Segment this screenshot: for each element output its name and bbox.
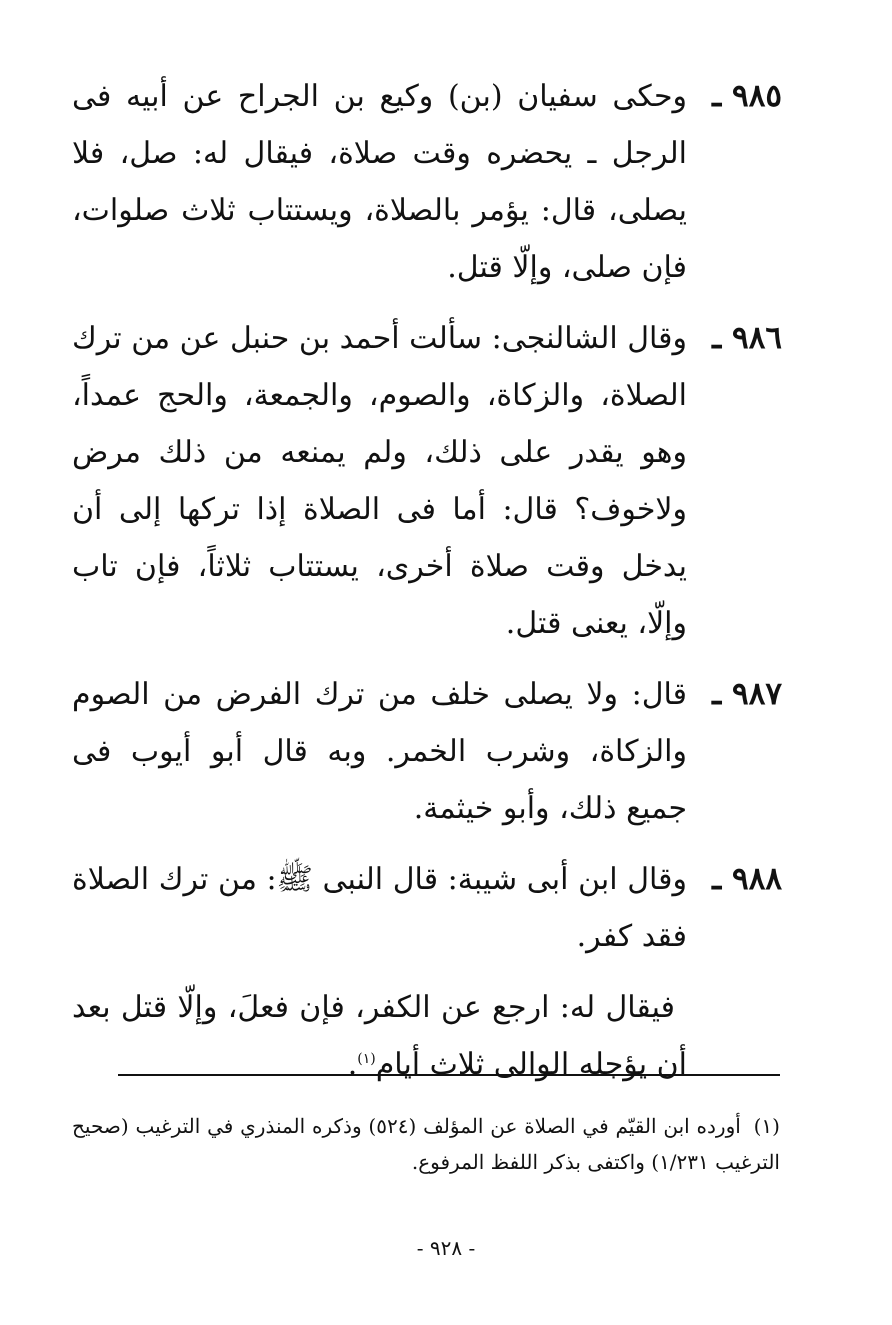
- page-number: - ٩٢٨ -: [416, 1236, 476, 1260]
- continuation-end: .: [347, 1047, 358, 1082]
- footnote-reference[interactable]: (١): [357, 1051, 376, 1067]
- entry-text: وحكى سفيان (بن) وكيع بن الجراح عن أبيه فى الرجل ـ يحضره وقت صلاة، فيقال له: صل، فلا يصلى، قال: يؤمر بالصلاة، ويستتاب ثلاث صلوات، فإن صلى، وإلّا قتل.: [72, 79, 687, 285]
- footnotes: [72, 1108, 780, 1180]
- entry-985: [72, 68, 782, 296]
- entry-text: قال: ولا يصلى خلف من ترك الفرض من الصوم والزكاة، وشرب الخمر. وبه قال أبو أيوب فى جميع ذلك، وأبو خيثمة.: [72, 677, 687, 826]
- entries-list: [72, 68, 782, 1093]
- entry-number: ٩٨٥ ـ: [712, 78, 782, 114]
- entry-988: [72, 851, 782, 965]
- entry-text: وقال الشالنجى: سألت أحمد بن حنبل عن من ترك الصلاة، والزكاة، والصوم، والجمعة، والحج عمداً، وهو يقدر على ذلك، ولم يمنعه من ذلك مرض ولاخوف؟ قال: أما فى الصلاة إذا تركها إلى أن يدخل وقت صلاة أخرى، يستتاب ثلاثاً، فإن تاب وإلّا، يعنى قتل.: [72, 321, 687, 641]
- entry-number: ٩٨٦ ـ: [712, 320, 782, 356]
- footnote-marker: (١): [753, 1114, 780, 1138]
- entry-number: ٩٨٨ ـ: [712, 861, 782, 897]
- entry-986: [72, 310, 782, 652]
- footnote-separator: [118, 1074, 780, 1076]
- entry-number: ٩٨٧ ـ: [712, 676, 782, 712]
- entry-text: وقال ابن أبى شيبة: قال النبى ﷺ: من ترك الصلاة فقد كفر.: [72, 862, 687, 954]
- entry-987: [72, 666, 782, 837]
- continuation-text: فيقال له: ارجع عن الكفر، فإن فعلَ، وإلّا قتل بعد أن يؤجله الوالى ثلاث أيام: [72, 990, 687, 1082]
- footnote-text: أورده ابن القيّم في الصلاة عن المؤلف (٥٢٤) وذكره المنذري في الترغيب (صحيح الترغيب ١/٢٣١) واكتفى بذكر اللفظ المرفوع.: [72, 1114, 780, 1174]
